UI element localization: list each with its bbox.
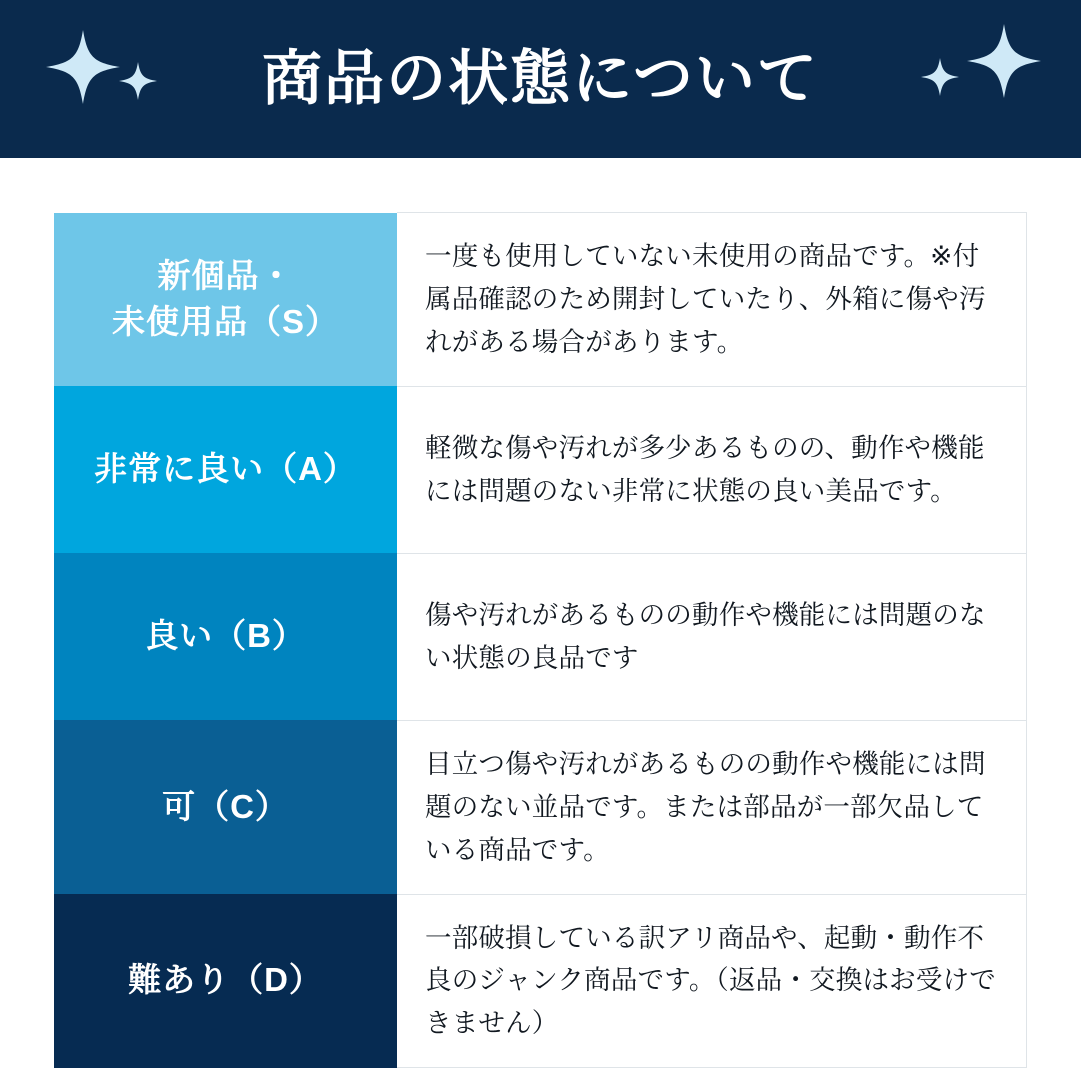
grade-description-a: 軽微な傷や汚れが多少あるものの、動作や機能には問題のない非常に状態の良い美品です。 <box>397 386 1027 553</box>
page-title: 商品の状態について <box>262 45 819 112</box>
grade-description-c: 目立つ傷や汚れがあるものの動作や機能には問題のない並品です。または部品が一部欠品している商品です。 <box>397 720 1027 894</box>
grade-label-c: 可（C） <box>54 720 397 894</box>
sparkle-icon-large-right <box>967 24 1041 98</box>
grade-description-d: 一部破損している訳アリ商品や、起動・動作不良のジャンク商品です。（返品・交換はお受けできません） <box>397 894 1027 1068</box>
page-header <box>0 0 1081 158</box>
sparkle-icon-small-left <box>119 62 157 100</box>
grade-label-a: 非常に良い（A） <box>54 386 397 553</box>
table-row <box>54 720 1027 894</box>
sparkle-icon-large-left <box>46 30 120 104</box>
condition-table <box>54 212 1027 1068</box>
grade-description-b: 傷や汚れがあるものの動作や機能には問題のない状態の良品です <box>397 553 1027 720</box>
table-row <box>54 213 1027 387</box>
sparkle-icon-small-right <box>921 58 959 96</box>
grade-label-b: 良い（B） <box>54 553 397 720</box>
grade-description-s: 一度も使用していない未使用の商品です。※付属品確認のため開封していたり、外箱に傷や汚れがある場合があります。 <box>397 213 1027 387</box>
grade-label-s: 新個品・ 未使用品（S） <box>54 213 397 387</box>
table-row <box>54 894 1027 1068</box>
condition-table-wrapper <box>0 158 1081 1068</box>
table-row <box>54 553 1027 720</box>
table-row <box>54 386 1027 553</box>
grade-label-d: 難あり（D） <box>54 894 397 1068</box>
